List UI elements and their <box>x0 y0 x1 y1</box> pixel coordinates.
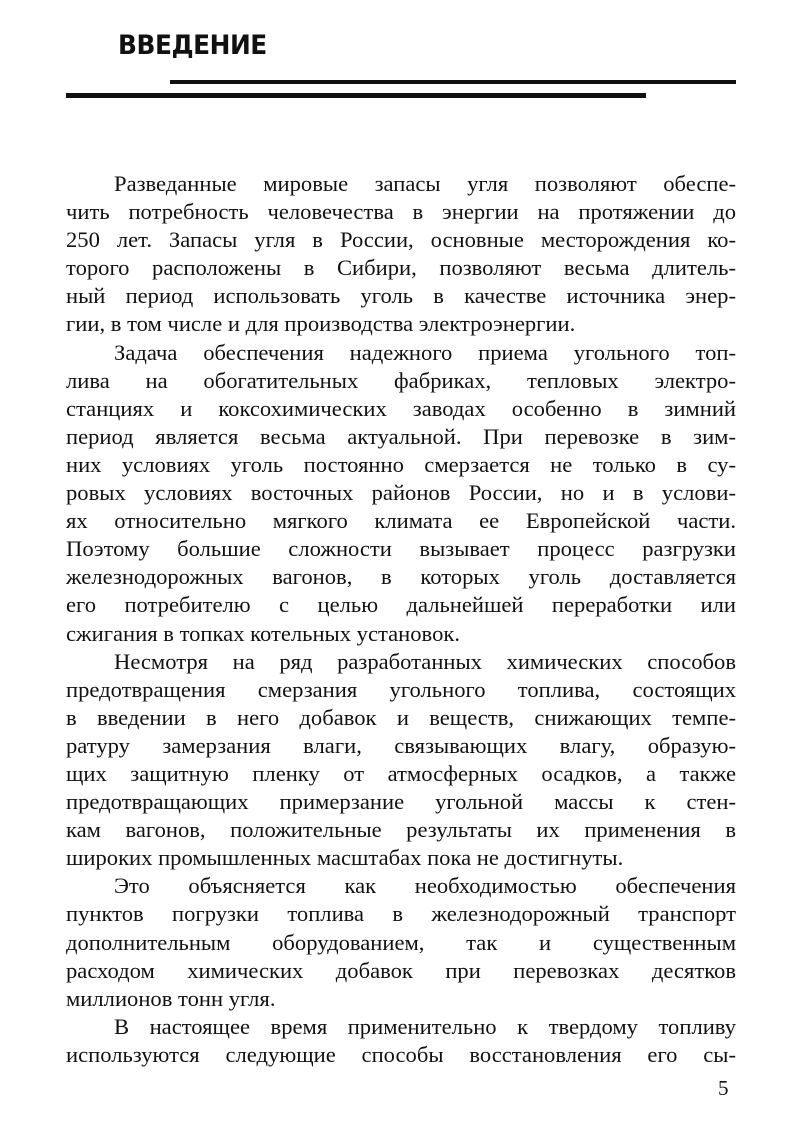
text-line: 250 лет. Запасы угля в России, основные месторождения ко- <box>66 227 736 253</box>
text-line: его потребителю с целью дальнейшей переработки или <box>66 592 736 618</box>
text-line: в введении в него добавок и веществ, снижающих темпе- <box>66 704 736 730</box>
text-line: Это объясняется как необходимостью обеспечения <box>114 873 736 899</box>
body-text <box>66 170 736 1069</box>
heading-rule-upper <box>170 80 736 84</box>
text-line: сжигания в топках котельных установок. <box>66 620 460 646</box>
text-line: пунктов погрузки топлива в железнодорожный транспорт <box>66 901 736 927</box>
page-number: 5 <box>718 1076 729 1100</box>
text-line: широких промышленных масштабах пока не достигнуты. <box>66 845 624 871</box>
text-line: ратуру замерзания влаги, связывающих влагу, образую- <box>66 732 736 758</box>
text-line: Разведанные мировые запасы угля позволяют обеспе- <box>114 171 736 196</box>
text-line: них условиях уголь постоянно смерзается не только в су- <box>66 451 736 477</box>
text-line: ный период использовать уголь в качестве источника энер- <box>66 283 736 309</box>
text-line: ях относительно мягкого климата ее Европейской части. <box>66 508 736 534</box>
text-line: предотвращающих примерзание угольной массы к стен- <box>66 789 736 815</box>
text-line: Несмотря на ряд разработанных химических способов <box>114 648 736 674</box>
text-line: Поэтому большие сложности вызывает процесс разгрузки <box>66 536 736 562</box>
text-line: лива на обогатительных фабриках, тепловых электро- <box>66 367 736 393</box>
text-line: ровых условиях восточных районов России, но и в услови- <box>66 480 736 506</box>
text-line: щих защитную пленку от атмосферных осадков, а также <box>66 760 736 786</box>
text-line: торого расположены в Сибири, позволяют весьма длитель- <box>66 255 736 281</box>
text-line: чить потребность человечества в энергии на протяжении до <box>66 199 736 225</box>
text-line: период является весьма актуальной. При перевозке в зим- <box>66 423 736 449</box>
text-line: В настоящее время применительно к твердому топливу <box>114 1013 736 1039</box>
text-line: железнодорожных вагонов, в которых уголь доставляется <box>66 564 736 590</box>
text-line: дополнительным оборудованием, так и существенным <box>66 929 736 955</box>
text-line: Задача обеспечения надежного приема угольного топ- <box>114 339 736 365</box>
text-line: используются следующие способы восстановления его сы- <box>66 1041 736 1067</box>
text-line: миллионов тонн угля. <box>66 985 276 1011</box>
text-line: предотвращения смерзания угольного топлива, состоящих <box>66 676 736 702</box>
text-line: станциях и коксохимических заводах особенно в зимний <box>66 395 736 421</box>
section-heading: ВВЕДЕНИЕ <box>118 30 267 61</box>
text-line: гии, в том числе и для производства электроэнергии. <box>66 311 576 337</box>
text-line: кам вагонов, положительные результаты их применения в <box>66 817 736 843</box>
text-line: расходом химических добавок при перевозках десятков <box>66 957 736 983</box>
heading-rule-lower <box>66 93 646 98</box>
